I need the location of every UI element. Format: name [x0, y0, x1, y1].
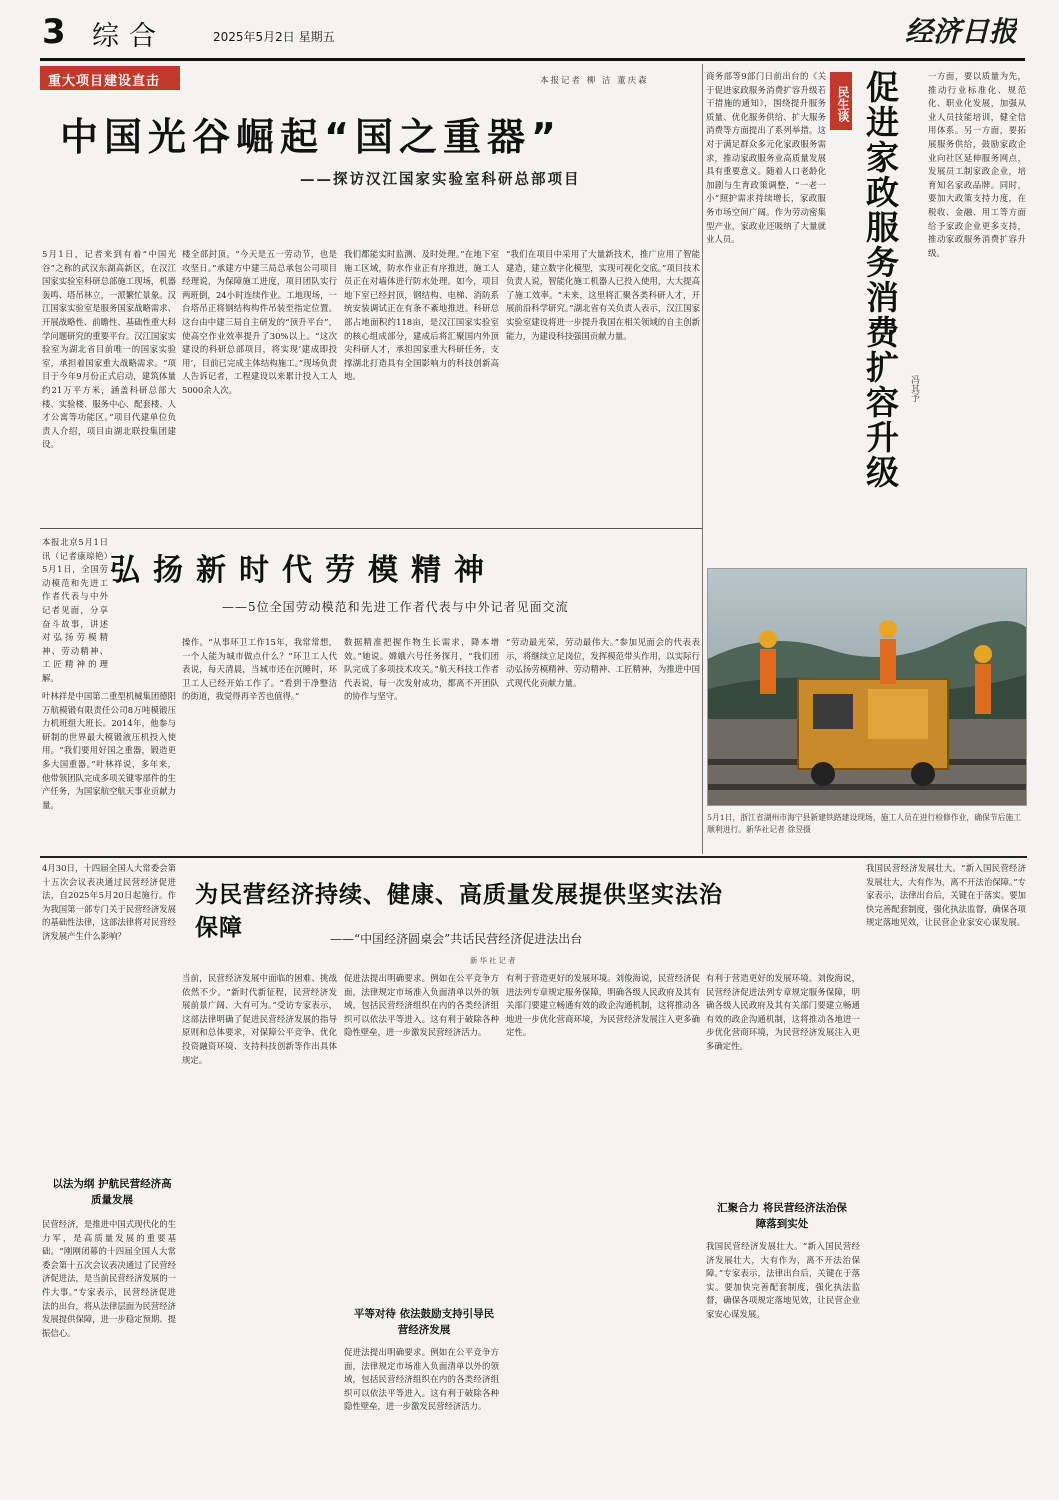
publication-date: 2025年5月2日 星期五 — [213, 30, 335, 44]
sidebar-author: 冯其予 — [909, 375, 919, 402]
story1-column-2: 楼全部封顶。“今天是五一劳动节，也是攻坚日。”承建方中建三局总承包公司项目经理说，为保障施工进度，项目团队实行两班倒，24小时连续作业。工地现场，一台塔吊正将钢结构构件吊装至指定位置。这台由中建三局自主研发的“顶升平台”，使高空作业效率提升了30%以上。“这次建设的科研总部项目，将实现‘建成即投用’，目前已完成主体结构施工。”现场负责人告诉记者，工程建设以来累计投入工人5000余人次。 — [182, 249, 337, 395]
story2-column-4: “劳动最光荣，劳动最伟大。”参加见面会的代表表示，将继续立足岗位，发挥模范带头作用，以实际行动弘扬劳模精神、劳动精神、工匠精神，为推进中国式现代化贡献力量。 — [506, 637, 700, 688]
story3-column-5b: 我国民营经济发展壮大。“新入国民营经济发展壮大，大有作为，离不开法治保障。”专家表示，法律出台后，关键在于落实。要加快完善配套制度，强化执法监督，确保各项规定落地见效，让民营企业家安心谋发展。 — [706, 1241, 860, 1319]
section-banner: 重大项目建设直击 — [40, 66, 180, 90]
sidebar-column-2: 一方面，要以质量为先，推动行业标准化、规范化、职业化发展，加强从业人员技能培训，健全信用体系。另一方面，要拓展服务供给，鼓励家政企业向社区延伸服务网点，发展员工制家政企业，培育知名家政品牌。同时，要加大政策支持力度，在税收、金融、用工等方面给予家政企业更多支持，推动家政服务消费扩容升级。 — [928, 71, 1026, 258]
story1-column-3: 我们都能实时监测、及时处理。”在地下室施工区域，防水作业正有序推进，施工人员正在对墙体进行防水处理。如今，项目地下室已经封顶，钢结构、电梯、消防系统安装调试正在有条不紊地推进。科研总部占地面积约118亩，是汉江国家实验室的核心组成部分，建成后将汇聚国内外顶尖科研人才，承担国家重大科研任务，支撑湖北打造具有全国影响力的科技创新高地。 — [344, 249, 499, 382]
story3-byline: 新华社记者 — [470, 956, 518, 965]
story3-subheadline: ——“中国经济圆桌会”共话民营经济促进法出台 — [330, 932, 583, 946]
story3-headline: 为民营经济持续、健康、高质量发展提供坚实法治保障 — [195, 882, 723, 941]
story-divider — [40, 528, 702, 529]
story3-column-3b: 促进法提出明确要求。例如在公平竞争方面，法律规定市场准入负面清单以外的领域，包括民营经济组织在内的各类经济组织可以依法平等进入。这有利于破除各种隐性壁垒，进一步激发民营经济活力。 — [344, 1347, 499, 1412]
newspaper-logo: 经济日报 — [905, 15, 1018, 48]
story3-column-4: 有利于营造更好的发展环境。刘俊海说，民营经济促进法列专章规定服务保障，明确各级人民政府及其有关部门要建立畅通有效的政企沟通机制，这将推动各地进一步优化营商环境，为民营经济发展注入更多确定性。 — [506, 973, 700, 1038]
story3-lead: 4月30日，十四届全国人大常委会第十五次会议表决通过民营经济促进法，自2025年5月20日起施行。作为我国第一部专门关于民营经济发展的基础性法律，这部法律将对民营经济发展产生什么影响？ — [42, 863, 176, 941]
masthead — [0, 0, 1059, 58]
story3-subhead-3: 汇聚合力 将民营经济法治保障落到实处 — [717, 1202, 847, 1230]
sidebar-title: 促进家政服务消费扩容升级 — [861, 70, 900, 490]
story3-column-5: 有利于营造更好的发展环境。刘俊海说，民营经济促进法列专章规定服务保障，明确各级人民政府及其有关部门要建立畅通有效的政企沟通机制，这将推动各地进一步优化营商环境，为民营经济发展注入更多确定性。 — [706, 973, 860, 1051]
story1-column-4: “我们在项目中采用了大量新技术，推广应用了智能建造，建立数字化模型，实现可视化交底。”项目技术负责人说，智能化施工机器人已投入使用，大大提高了施工效率。“未来，这里将汇聚各类科研人才，开展前沿科学研究。”湖北省有关负责人表示，汉江国家实验室建设将进一步提升我国在相关领域的自主创新能力，为建设科技强国贡献力量。 — [506, 249, 700, 341]
story1-byline: 本报记者 柳 洁 董庆森 — [540, 76, 649, 86]
story2-intro: 本报北京5月1日讯（记者康琼艳）5月1日，全国劳动模范和先进工作者代表与中外记者见面，分享奋斗故事，讲述对弘扬劳模精神、劳动精神、工匠精神的理解。 — [42, 537, 108, 683]
news-photo — [707, 568, 1027, 806]
story1-column-1: 5月1日，记者来到有着“中国光谷”之称的武汉东湖高新区，在汉江国家实验室科研总部施工现场，机器轰鸣、塔吊林立，一派繁忙景象。汉江国家实验室是服务国家战略需求、开展战略性、前瞻性、基础性重大科学问题研究的重要平台。汉江国家实验室为湖北省目前唯一的国家实验室，承担着国家重大战略需求。“项目于今年9月份正式启动，建筑体量约21万平方米，涵盖科研总部大楼、实验楼、服务中心、配套楼、人才公寓等功能区。”项目代建单位负责人介绍，项目由湖北联投集团建设。 — [42, 249, 176, 450]
sidebar-tag: 民生谈 — [830, 72, 852, 130]
story2-column-1: 叶林祥是中国第二重型机械集团德阳万航模锻有限责任公司8万吨模锻压力机班组大班长。2014年，他参与研制的世界最大模锻液压机投入使用。“我们要用好国之重器，锻造更多大国重器。”叶林祥说，多年来，他带领团队完成多项关键零部件的生产任务，为国家航空航天事业贡献力量。 — [42, 691, 176, 810]
story3-subhead-2: 平等对待 依法鼓励支持引导民营经济发展 — [353, 1308, 495, 1336]
story2-subheadline: ——5位全国劳动模范和先进工作者代表与中外记者见面交流 — [222, 600, 569, 614]
page-number: 3 — [42, 12, 66, 52]
story3-column-2: 当前，民营经济发展中面临的困难、挑战依然不少。“新时代新征程，民营经济发展前景广阔、大有可为。”受访专家表示，这部法律明确了促进民营经济发展的指导原则和总体要求，对保障公平竞争、优化投资融资环境、支持科技创新等作出具体规定。 — [182, 973, 337, 1065]
section-name: 综合 — [92, 21, 166, 52]
story-divider — [40, 856, 1027, 858]
story1-headline: 中国光谷崛起“国之重器” — [60, 115, 562, 159]
story3-column-6: 我国民营经济发展壮大。“新入国民营经济发展壮大，大有作为，离不开法治保障。”专家表示，法律出台后，关键在于落实。要加快完善配套制度，强化执法监督，确保各项规定落地见效，让民营企业家安心谋发展。 — [866, 863, 1026, 928]
column-divider — [702, 64, 703, 854]
story2-column-2: 操作。“从事环卫工作15年，我常常想，一个人能为城市做点什么？”环卫工人代表说，每天清晨，当城市还在沉睡时，环卫工人已经开始工作了。“看到干净整洁的街道，我觉得再辛苦也值得。” — [182, 637, 337, 702]
story3-column-3: 促进法提出明确要求。例如在公平竞争方面，法律规定市场准入负面清单以外的领域，包括民营经济组织在内的各类经济组织可以依法平等进入。这有利于破除各种隐性壁垒，进一步激发民营经济活力。 — [344, 973, 499, 1038]
photo-caption: 5月1日，浙江省湖州市海宁县新建铁路建设现场，施工人员在进行检修作业，确保节后施工顺利进行。新华社记者 徐昱摄 — [707, 813, 1021, 834]
story3-subhead-1: 以法为纲 护航民营经济高质量发展 — [52, 1178, 172, 1206]
story3-column-1: 民营经济，是推进中国式现代化的生力军，是高质量发展的重要基础。“刚刚闭幕的十四届全国人大常委会第十五次会议表决通过了民营经济促进法，是当前民营经济发展的一件大事。”专家表示，民营经济促进法的出台，将从法律层面为民营经济发展提供保障，进一步稳定预期、提振信心。 — [42, 1219, 176, 1338]
masthead-rule — [40, 58, 1025, 61]
story2-headline: 弘扬新时代劳模精神 — [110, 553, 497, 588]
sidebar-column-1: 商务部等9部门日前出台的《关于促进家政服务消费扩容升级若干措施的通知》，围绕提升服务质量、优化服务供给、扩大服务消费等方面提出了系列举措。这对于满足群众多元化家政服务需求，推动家政服务业高质量发展具有重要意义。随着人口老龄化加剧与生育政策调整，“一老一小”照护需求持续增长，家政服务市场空间广阔。作为劳动密集型产业，家政业还吸纳了大量就业人员。 — [706, 71, 826, 245]
story2-column-3: 数据精准把握作物生长需求，降本增效。”她说。嫦娥六号任务探月，“我们团队完成了多项技术攻关。”航天科技工作者代表说，每一次发射成功，都离不开团队的协作与坚守。 — [344, 637, 499, 702]
story1-subheadline: ——探访汉江国家实验室科研总部项目 — [300, 172, 581, 188]
